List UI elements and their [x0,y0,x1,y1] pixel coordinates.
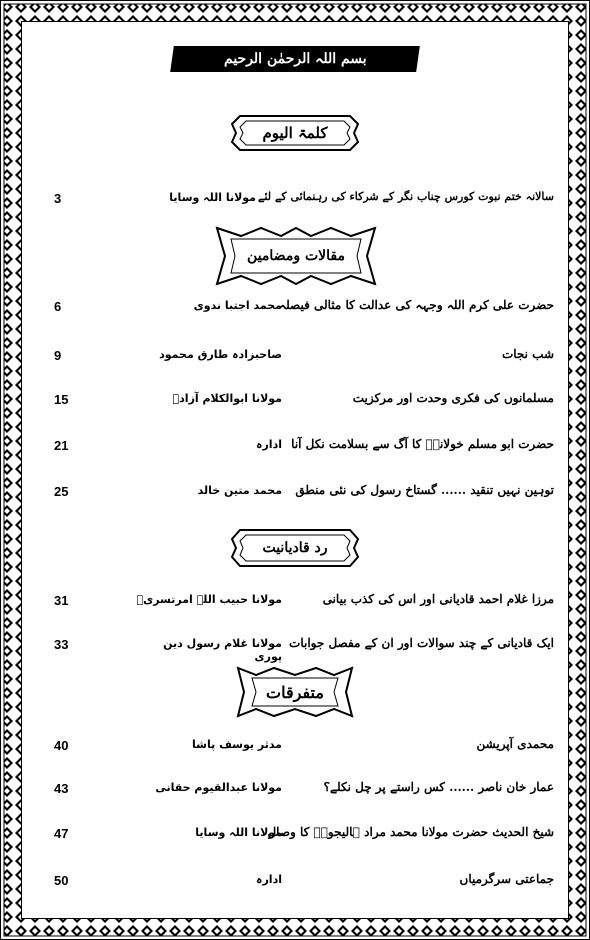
toc-row[interactable] [36,634,554,663]
author-name: مولانا حبیب اللہ امرتسریؒ [136,593,282,606]
article-title: محمدی آپریشن [476,737,554,751]
author-name: مولانا اللہ وسایا [195,826,282,839]
page-number: 47 [54,826,69,841]
page-number: 33 [54,637,69,652]
page-number: 50 [54,873,69,888]
author-name: مولانا عبدالقیوم حقانی [155,781,282,794]
bismillah-banner [170,46,420,72]
section-title-mutafarriqat: متفرقات [266,682,324,702]
toc-row[interactable] [36,481,554,505]
section-badge-kalimat [228,112,362,154]
toc-row[interactable] [36,345,554,369]
author-name: صاحبزادہ طارق محمود [159,348,282,361]
author-name: ادارہ [256,438,282,451]
page-number: 43 [54,781,69,796]
author-name: مدثر یوسف پاشا [192,738,282,751]
article-title: ایک قادیانی کے چند سوالات اور ان کے مفصل جوابات [289,636,554,650]
bismillah-text: بسم اللہ الرحمٰن الرحیم [223,51,367,67]
toc-row[interactable] [36,870,554,894]
toc-row[interactable] [36,188,554,212]
section-title-radd: رد قادیانیت [262,540,328,556]
article-title: حضرت علی کرم اللہ وجہہ کی عدالت کا مثالی فیصلہ [279,298,554,312]
toc-row[interactable] [36,778,554,802]
toc-row[interactable] [36,590,554,614]
author-name: مولانا ابوالکلام آزادؒ [172,392,282,405]
section-badge-radd [228,526,362,570]
page-number: 21 [54,438,69,453]
section-title-kalimat: کلمۃ الیوم [262,124,328,142]
page-number: 9 [54,348,62,363]
toc-row[interactable] [36,389,554,413]
article-title: جماعتی سرگرمیاں [459,872,554,886]
section-badge-maqalat [211,224,381,288]
article-title: مسلمانوں کی فکری وحدت اور مرکزیت [352,391,554,405]
toc-row[interactable] [36,823,554,847]
author-name: ادارہ [256,873,282,886]
toc-row[interactable] [36,735,554,759]
page-number: 40 [54,738,69,753]
page-number: 15 [54,392,69,407]
author-name: مولانا غلام رسول دین پوری [163,637,282,663]
page-number: 6 [54,299,62,314]
author-name: مولانا اللہ وسایا [169,191,256,204]
author-name: محمد اجتبا ندوی [193,299,282,312]
article-title: شیخ الحدیث حضرت مولانا محمد مراد ہالیجویؒ کا وصال [267,825,554,839]
page-number: 3 [54,191,62,206]
article-title: توہین نہیں تنقید ...... گستاخ رسول کی نئی منطق [295,483,554,497]
article-title: شب نجات [501,347,554,361]
article-title: عمار خان ناصر ...... کس راستے پر چل نکلے؟ [323,780,554,794]
author-name: محمد متین خالد [197,484,282,497]
toc-row[interactable] [36,435,554,459]
page-number: 25 [54,484,69,499]
article-title: حضرت ابو مسلم خولانیؒ کا آگ سے بسلامت نکل آنا [291,437,554,451]
article-title: مرزا غلام احمد قادیانی اور اس کی کذب بیانی [322,592,554,606]
article-title: سالانہ ختم نبوت کورس چناب نگر کے شرکاء کی رہنمائی کے لئے [258,190,554,203]
toc-row[interactable] [36,296,554,320]
section-badge-mutafarriqat [232,664,358,720]
page-number: 31 [54,593,69,608]
section-title-maqalat: مقالات ومضامین [247,248,345,264]
